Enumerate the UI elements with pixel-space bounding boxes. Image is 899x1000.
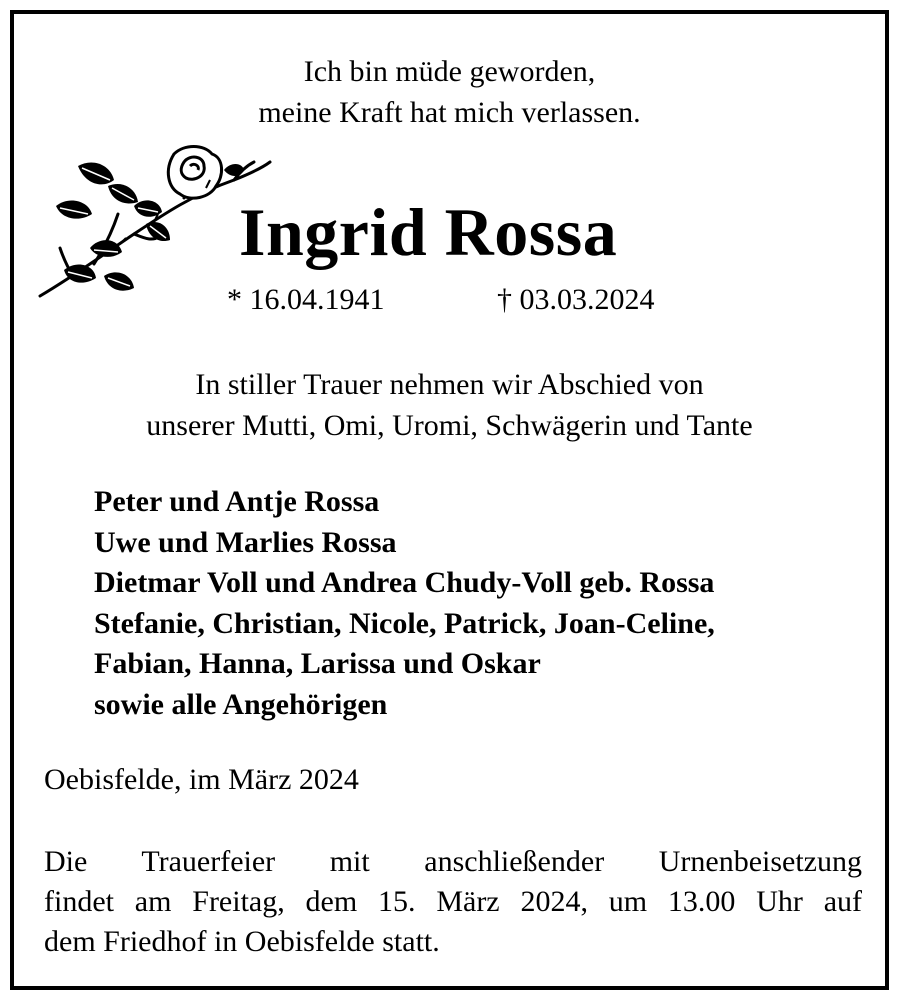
death-date: † 03.03.2024 — [497, 283, 655, 316]
place-date: Oebisfelde, im März 2024 — [44, 763, 359, 796]
service-line: Die Trauerfeier mit anschließender Urnenbeisetzung — [44, 845, 862, 878]
mourner-line: Stefanie, Christian, Nicole, Patrick, Joan-Celine, — [94, 606, 715, 640]
mourners-list — [94, 482, 715, 725]
rose-icon — [34, 136, 274, 304]
service-info — [44, 842, 862, 962]
obituary-notice — [10, 10, 889, 990]
birth-date: * 16.04.1941 — [227, 283, 385, 316]
mourner-line: Peter und Antje Rossa — [94, 485, 380, 518]
mourner-line: Fabian, Hanna, Larissa und Oskar — [94, 647, 541, 680]
farewell-line: In stiller Trauer nehmen wir Abschied von — [195, 368, 704, 401]
mourner-line: Uwe und Marlies Rossa — [94, 525, 397, 559]
mourner-line: sowie alle Angehörigen — [94, 687, 388, 721]
poem-line: meine Kraft hat mich verlassen. — [258, 96, 641, 129]
deceased-name: Ingrid Rossa — [239, 194, 618, 270]
mourner-line: Dietmar Voll und Andrea Chudy-Voll geb. Rossa — [94, 566, 715, 599]
service-line: dem Friedhof in Oebisfelde statt. — [44, 925, 440, 958]
service-line: findet am Freitag, dem 15. März 2024, um 13.00 Uhr auf — [44, 885, 862, 918]
poem-line: Ich bin müde geworden, — [303, 55, 596, 88]
farewell-text — [14, 364, 885, 446]
farewell-line: unserer Mutti, Omi, Uromi, Schwägerin und Tante — [146, 409, 753, 442]
poem — [14, 51, 885, 133]
